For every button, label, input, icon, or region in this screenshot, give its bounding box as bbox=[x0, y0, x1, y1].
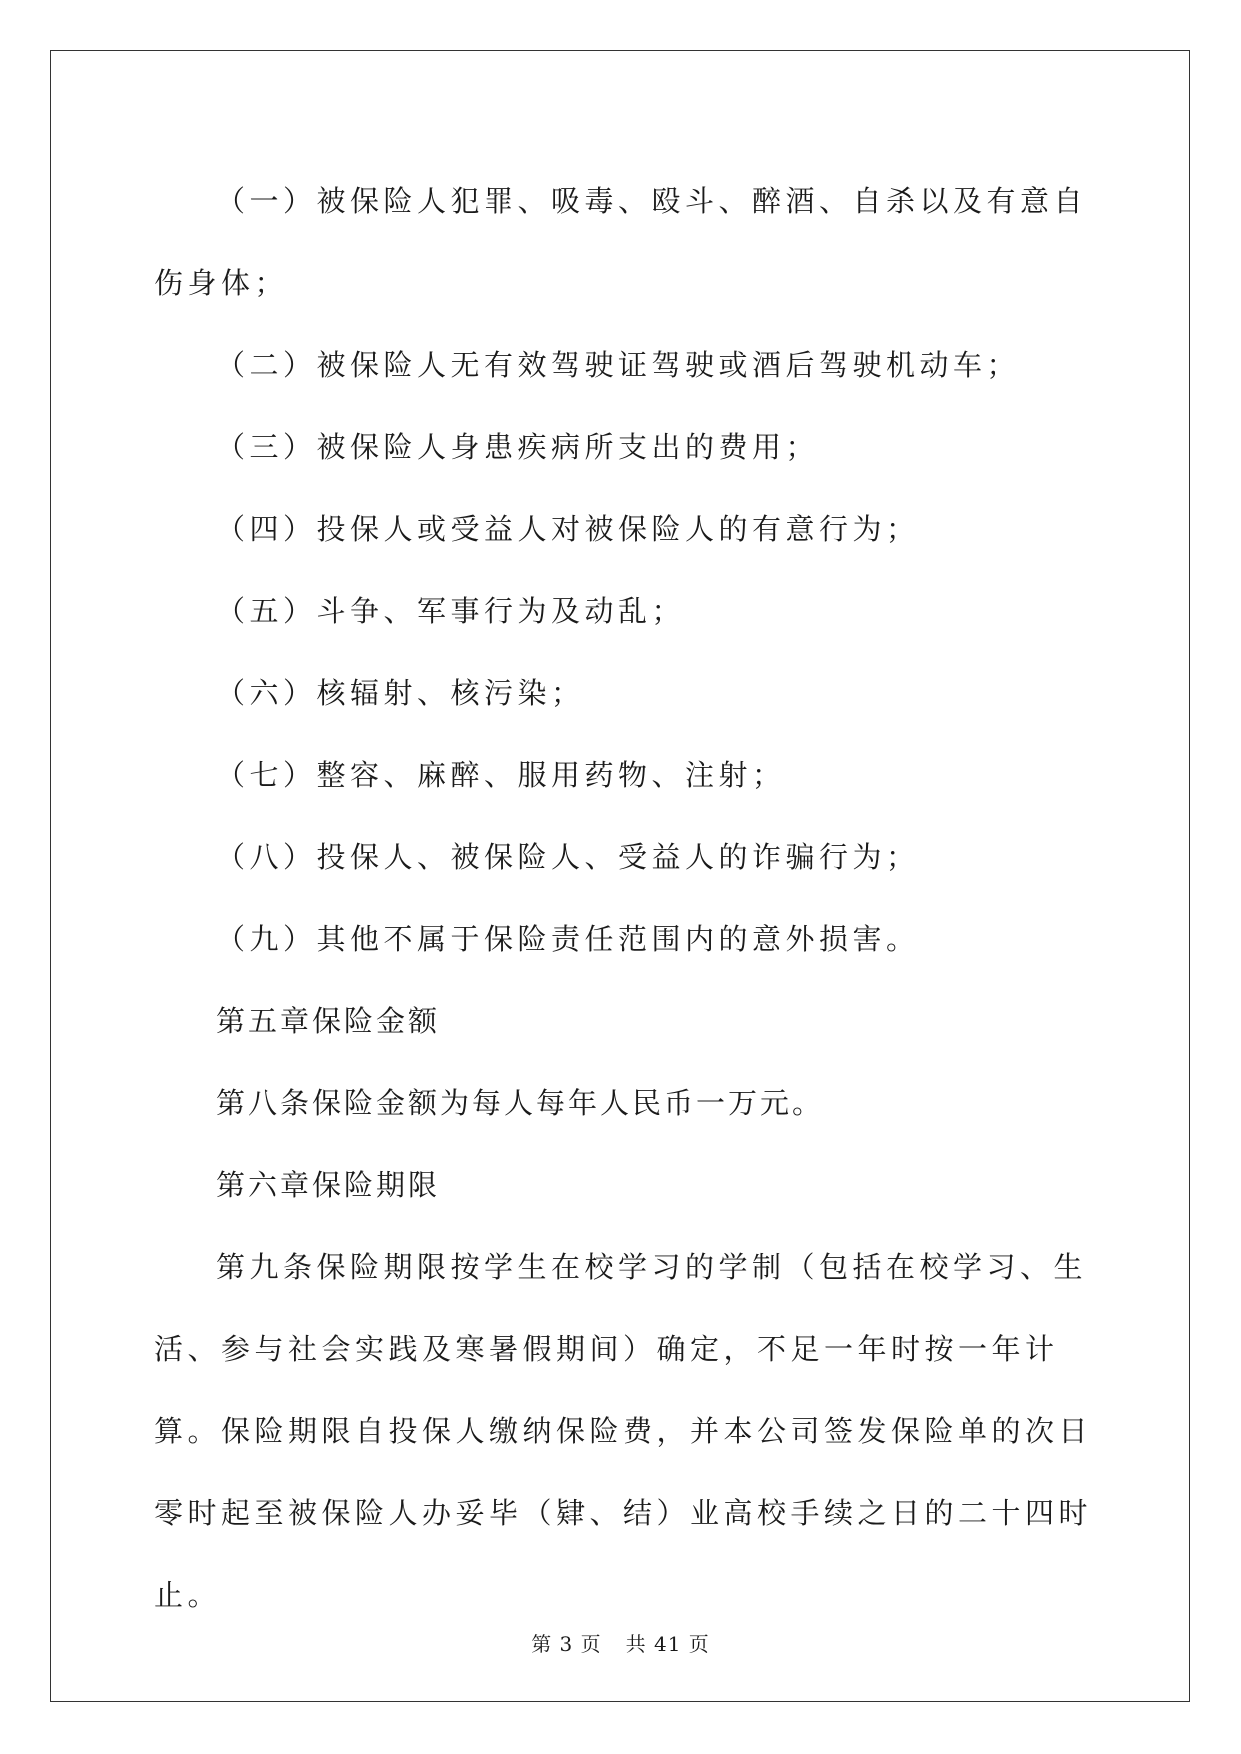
paragraph-exclusion-1: （一）被保险人犯罪、吸毒、殴斗、醉酒、自杀以及有意自伤身体； bbox=[154, 184, 1088, 300]
document-body bbox=[154, 160, 1094, 1636]
article-8: 第八条保险金额为每人每年人民币一万元。 bbox=[216, 1086, 825, 1120]
paragraph-exclusion-5: （五）斗争、军事行为及动乱； bbox=[216, 594, 686, 628]
paragraph-exclusion-3: （三）被保险人身患疾病所支出的费用； bbox=[216, 430, 820, 464]
paragraph-exclusion-6: （六）核辐射、核污染； bbox=[216, 676, 585, 710]
chapter-heading-6: 第六章保险期限 bbox=[216, 1168, 441, 1202]
paragraph-exclusion-2: （二）被保险人无有效驾驶证驾驶或酒后驾驶机动车； bbox=[216, 348, 1021, 382]
chapter-heading-5: 第五章保险金额 bbox=[216, 1004, 441, 1038]
paragraph-exclusion-4: （四）投保人或受益人对被保险人的有意行为； bbox=[216, 512, 920, 546]
page-footer bbox=[0, 1628, 1241, 1657]
page-total: 共 41 页 bbox=[625, 1632, 710, 1656]
page-number: 第 3 页 bbox=[531, 1632, 602, 1656]
paragraph-exclusion-9: （九）其他不属于保险责任范围内的意外损害。 bbox=[216, 922, 920, 956]
paragraph-exclusion-7: （七）整容、麻醉、服用药物、注射； bbox=[216, 758, 786, 792]
paragraph-exclusion-8: （八）投保人、被保险人、受益人的诈骗行为； bbox=[216, 840, 920, 874]
article-9: 第九条保险期限按学生在校学习的学制（包括在校学习、生活、参与社会实践及寒暑假期间）确定，不足一年时按一年计算。保险期限自投保人缴纳保险费，并本公司签发保险单的次日零时起至被保险人办妥毕（肄、结）业高校手续之日的二十四时止。 bbox=[154, 1250, 1093, 1612]
